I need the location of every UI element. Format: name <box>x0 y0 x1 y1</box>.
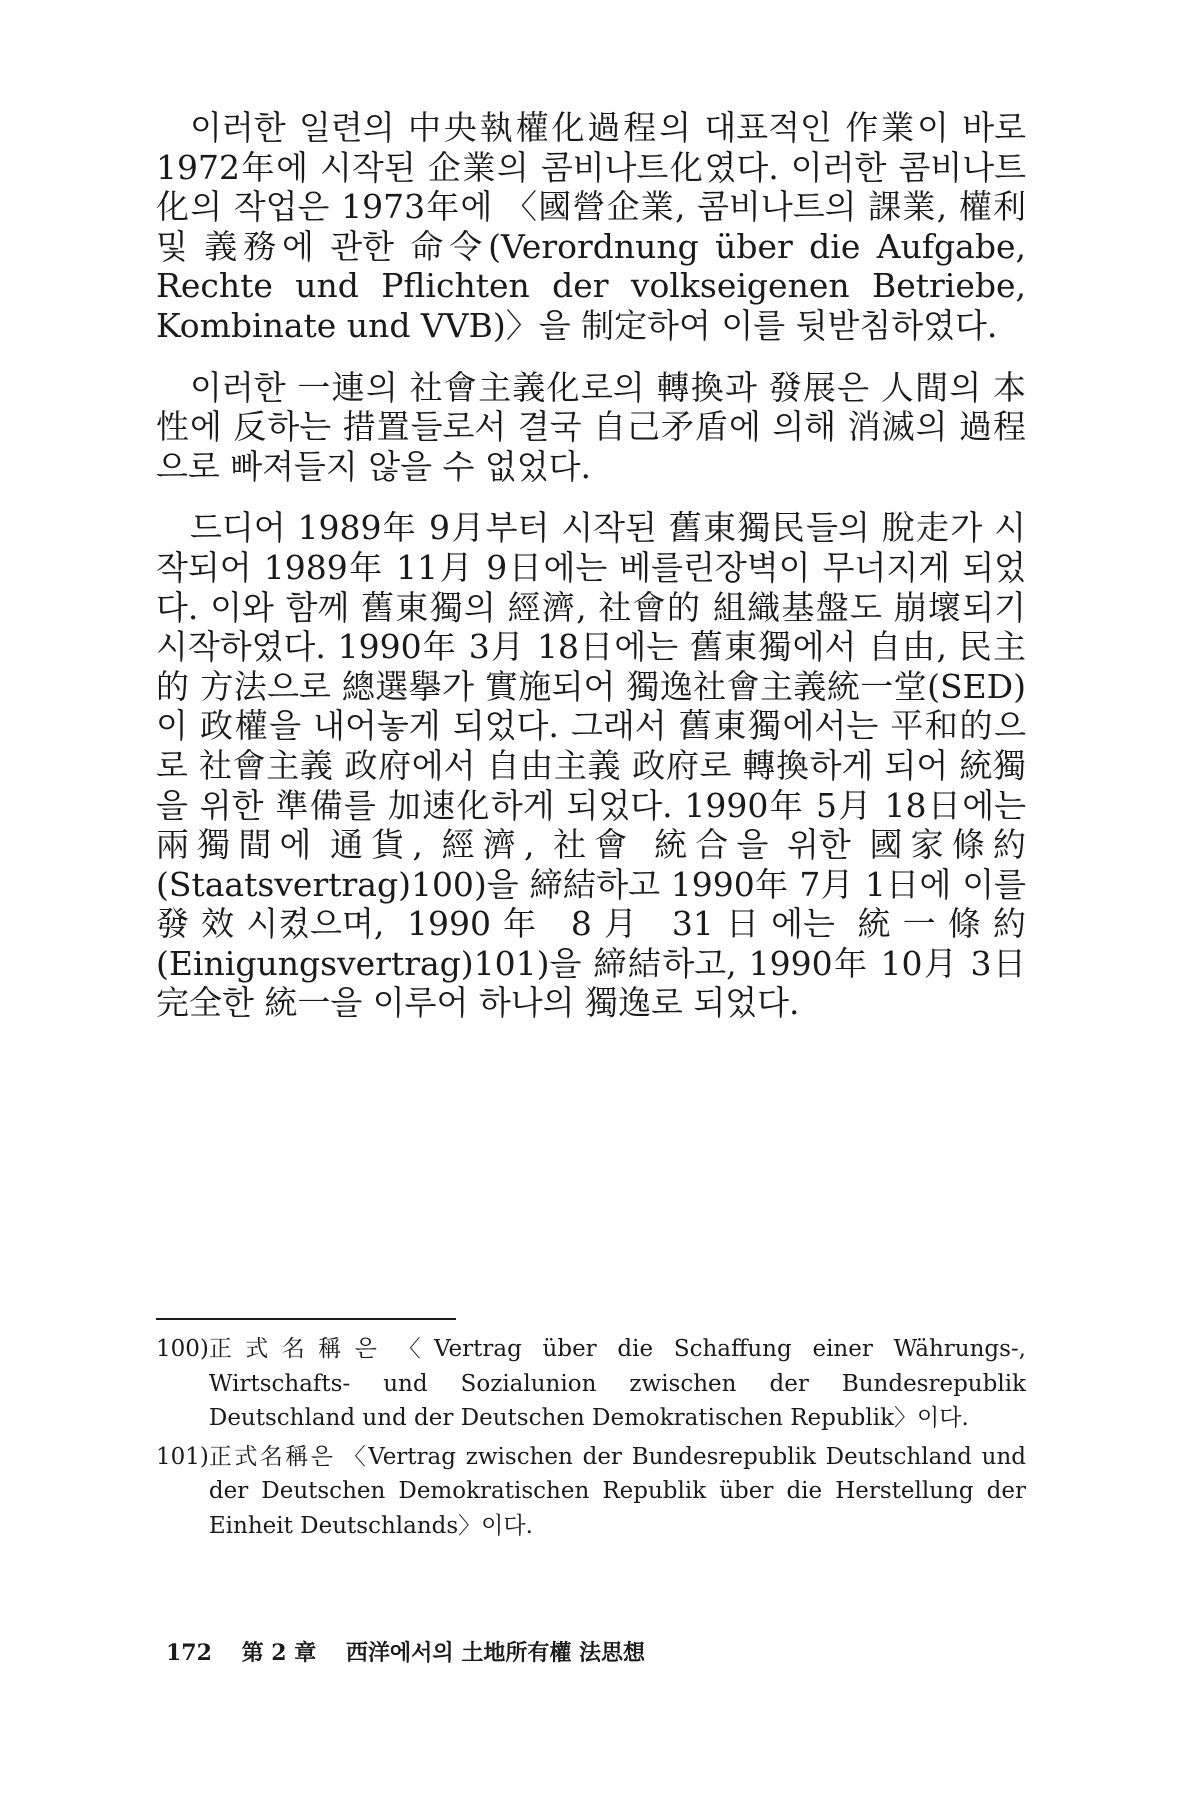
footnotes <box>156 1332 1026 1547</box>
page-number: 172 <box>166 1640 212 1666</box>
footnote-100 <box>156 1332 1026 1436</box>
footnote-separator <box>156 1318 456 1320</box>
paragraph-2: 이러한 一連의 社會主義化로의 轉換과 發展은 人間의 本性에 反하는 措置들로서 결국 自己矛盾에 의해 消滅의 過程으로 빠져들지 않을 수 없었다. <box>156 367 1026 486</box>
footnote-text: 正式名稱은 〈Vertrag zwischen der Bundesrepublik Deutschland und der Deutschen Demokratischen Republik über die Herstellung der Einheit Deutschlands〉이다. <box>208 1443 1026 1539</box>
footnote-number: 100) <box>156 1336 209 1362</box>
chapter-label: 第 2 章 <box>241 1640 317 1666</box>
footnote-number: 101) <box>156 1443 209 1470</box>
paragraph-1: 이러한 일련의 中央執權化過程의 대표적인 作業이 바로 1972年에 시작된 企業의 콤비나트化였다. 이러한 콤비나트化의 작업은 1973年에 〈國營企業, 콤비나트의 課業, 權利 및 義務에 관한 命令(Verordnung über die Aufgabe, Rechte und Pflichten der volkseigenen Betriebe, Kombinate und VVB)〉을 制定하여 이를 뒷받침하였다. <box>156 108 1026 345</box>
footnote-101 <box>156 1440 1026 1544</box>
running-title: 西洋에서의 土地所有權 法思想 <box>345 1640 645 1666</box>
footnote-text: 正式名稱은 〈Vertrag über die Schaffung einer Währungs-, Wirtschafts- und Sozialunion zwischen der Bundesrepublik Deutschland und der Deutschen Demokratischen Republik〉이다. <box>208 1336 1026 1431</box>
paragraph-3: 드디어 1989年 9月부터 시작된 舊東獨民들의 脫走가 시작되어 1989年 11月 9日에는 베를린장벽이 무너지게 되었다. 이와 함께 舊東獨의 經濟, 社會的 組織基盤도 崩壞되기 시작하였다. 1990年 3月 18日에는 舊東獨에서 自由, 民主的 方法으로 總選擧가 實施되어 獨逸社會主義統一堂(SED)이 政權을 내어놓게 되었다. 그래서 舊東獨에서는 平和的으로 社會主義 政府에서 自由主義 政府로 轉換하게 되어 統獨을 위한 準備를 加速化하게 되었다. 1990年 5月 18日에는 兩獨間에 通貨, 經濟, 社會 統合을 위한 國家條約(Staatsvertrag)100)을 締結하고 1990年 7月 1日에 이를 發效시켰으며, 1990年 8月 31日에는 統一條約(Einigungsvertrag)101)을 締結하고, 1990年 10月 3日 完全한 統一을 이루어 하나의 獨逸로 되었다. <box>156 508 1026 1023</box>
main-text <box>156 108 1026 1045</box>
page-footer <box>166 1636 667 1667</box>
